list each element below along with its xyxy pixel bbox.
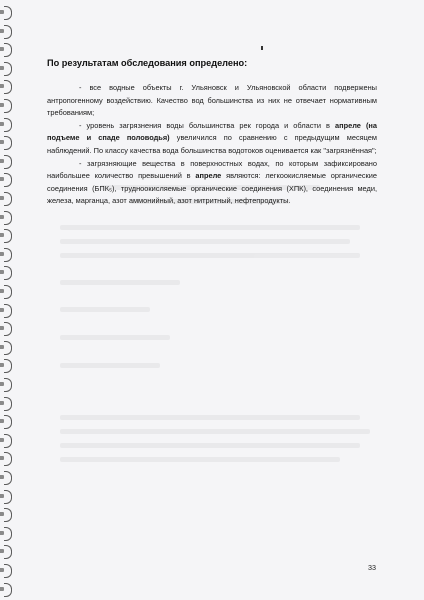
finding-paragraph-1 [47,82,377,120]
binding-ring [4,229,12,243]
paragraph-text: - все водные объекты г. Ульяновск и Ульяновской области подвержены антропогенному воздействию. Качество вод большинства из них не отвечает нормативным требованиям; [47,83,377,118]
spiral-binding [0,0,18,600]
binding-ring [4,266,12,280]
binding-ring [4,285,12,299]
finding-paragraph-3 [47,158,377,208]
binding-ring [4,118,12,132]
paragraph-text: - загрязняющие вещества в поверхностных водах, по которым зафиксировано наибольшее количество превышений в [47,158,377,181]
binding-ring [4,43,12,57]
binding-ring [4,341,12,355]
binding-ring [4,192,12,206]
bleed-through-text [60,185,380,485]
finding-paragraph-2 [47,120,377,158]
paragraph-text: являются: легкоокисляемые органические соединения (БПК₅), трудноокисляемые органические соединения (ХПК), соединения меди, железа, марганца, азот аммонийный, азот нитритный, нефтепродукты. [47,171,377,206]
binding-ring [4,248,12,262]
binding-ring [4,173,12,187]
binding-ring [4,527,12,541]
binding-ring [4,378,12,392]
binding-ring [4,322,12,336]
paragraph-text: - уровень загрязнения воды большинства рек города и области в [79,120,335,130]
binding-ring [4,6,12,20]
binding-ring [4,136,12,150]
binding-ring [4,80,12,94]
scan-mark [261,46,263,50]
binding-ring [4,545,12,559]
binding-ring [4,62,12,76]
binding-ring [4,415,12,429]
binding-ring [4,564,12,578]
binding-ring [4,211,12,225]
binding-ring [4,25,12,39]
section-heading: По результатам обследования определено: [47,58,248,68]
binding-ring [4,471,12,485]
paragraph-text: увеличился по сравнению с предыдущим месяцем наблюдений. По классу качества вода большинства водотоков оценивается как "загрязнённая"; [47,133,377,155]
binding-ring [4,155,12,169]
binding-ring [4,99,12,113]
page-number: 33 [368,563,376,572]
findings-body [47,82,377,208]
binding-ring [4,434,12,448]
binding-ring [4,452,12,466]
binding-ring [4,583,12,597]
paragraph-emphasis: апреле [195,171,222,181]
binding-ring [4,397,12,411]
binding-ring [4,508,12,522]
binding-ring [4,304,12,318]
binding-ring [4,359,12,373]
paragraph-emphasis: апреле (на подъеме и спаде половодья) [47,120,378,143]
binding-ring [4,490,12,504]
